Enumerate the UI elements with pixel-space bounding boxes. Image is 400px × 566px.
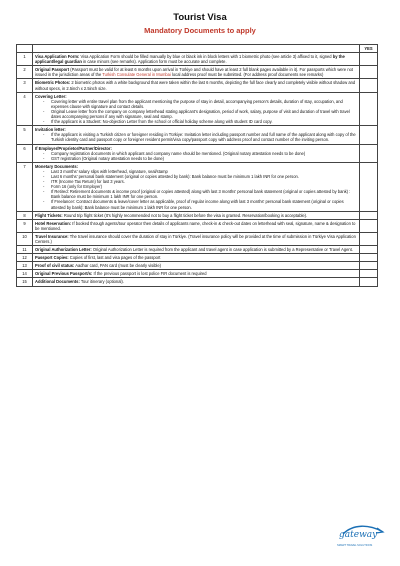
row-label: Visa Application Form: [35, 54, 80, 60]
table-row [17, 79, 378, 92]
table-row [17, 162, 378, 211]
row-label: Original Passport [35, 67, 70, 73]
row-description [33, 53, 360, 66]
row-number: 12 [17, 254, 33, 262]
table-row [17, 92, 378, 126]
yes-checkbox-cell[interactable] [360, 278, 378, 286]
row-number: 7 [17, 162, 33, 211]
yes-checkbox-cell[interactable] [360, 262, 378, 270]
row-description [33, 92, 360, 126]
page-title: Tourist Visa [173, 12, 227, 23]
yes-checkbox-cell[interactable] [360, 126, 378, 144]
table-row [17, 219, 378, 232]
yes-checkbox-cell[interactable] [360, 254, 378, 262]
row-description [33, 262, 360, 270]
table-row [17, 144, 378, 162]
row-label: Travel Insurance: [35, 233, 69, 239]
list-item: - Last 3 months' salary slips with letterhead, signature, seal/stamp [35, 169, 357, 174]
list-item: - Last 6 months' personal bank statement (original or copies attested by bank): Bank balance must be minimum 1 lakh INR for one person. [35, 174, 357, 179]
list-item: - If the applicant is a Student: No-objection Letter from the school or official holiday scheme along with student ID card copy. [35, 119, 357, 124]
row-number: 8 [17, 211, 33, 219]
yes-checkbox-cell[interactable] [360, 162, 378, 211]
table-row [17, 66, 378, 79]
row-number: 4 [17, 92, 33, 126]
invitation-list [35, 132, 357, 142]
row-text: Tour itinerary (optional). [79, 279, 124, 285]
row-label: Passport Copies: [35, 255, 69, 261]
row-description [33, 162, 360, 211]
yes-checkbox-cell[interactable] [360, 211, 378, 219]
row-text: in case minors (see remarks). Application form must be accurate and complete. [81, 59, 227, 65]
list-item: - Company registration documents in which applicant and company name should be mentioned. (Original notary attestation needs to be done) [35, 151, 357, 156]
row-number: 2 [17, 66, 33, 79]
table-row [17, 278, 378, 286]
yes-checkbox-cell[interactable] [360, 53, 378, 66]
header-yes: YES [360, 45, 378, 53]
yes-checkbox-cell[interactable] [360, 270, 378, 278]
row-text: If the previous passport is lost police FIR document is required [92, 271, 207, 277]
list-item: - GST registration (Original notary attestation needs to be done) [35, 156, 357, 161]
logo-tagline: SMART TRAVEL SOLUTIONS [337, 544, 373, 547]
row-label: Additional Documents: [35, 279, 80, 285]
row-label: Monetary Documents: [35, 163, 78, 169]
row-description [33, 211, 360, 219]
yes-checkbox-cell[interactable] [360, 246, 378, 254]
list-item: - Form 16 (only for Employer) [35, 184, 357, 189]
consulate-highlight: Turkish Consulate General in Mumbai [102, 72, 171, 78]
row-label: Invitation letter: [35, 127, 66, 133]
row-text: Aadhar card, PAN card (must be clearly visible) [74, 263, 161, 269]
covering-letter-list [35, 99, 357, 124]
list-item: - If Retired: Retirement documents & income proof (original or copies attested) along with last 3 months' personal bank statement (original or copies attested by bank) : Bank balance must be minimum 1 lakh INR for one person. [35, 189, 357, 199]
row-text: Copies of first, last and visa pages of the passport [68, 255, 161, 261]
yes-checkbox-cell[interactable] [360, 79, 378, 92]
table-row [17, 53, 378, 66]
yes-checkbox-cell[interactable] [360, 232, 378, 245]
row-label: Proof of civil status: [35, 263, 75, 269]
header-num [17, 45, 33, 53]
row-label: Flight Tickets: [35, 212, 63, 218]
row-number: 15 [17, 278, 33, 286]
row-text: The travel insurance should cover the duration of stay in Türkiye. (Travel insurance policy will be provided at the time of submission in Türkiye Visa Application Centers.) [35, 233, 356, 244]
row-text: 2 biometric photos with a white background that were taken within the last 6 months, depicting the full face clearly and completely visible without shadow and without specs, in 2.5inch x 2.5inch size. [35, 80, 356, 91]
header-doc [33, 45, 360, 53]
row-number: 5 [17, 126, 33, 144]
row-label: Original Authorization Letter: [35, 247, 92, 253]
table-row [17, 211, 378, 219]
logo-text: gateway [339, 530, 378, 540]
row-number: 11 [17, 246, 33, 254]
yes-checkbox-cell[interactable] [360, 144, 378, 162]
row-description [33, 270, 360, 278]
list-item: - ITR (Income Tax Return) for last 3 years. [35, 179, 357, 184]
row-number: 9 [17, 219, 33, 232]
table-row [17, 262, 378, 270]
employer-list [35, 151, 357, 161]
list-item: - Original Leave letter from the company on company letterhead stating applicant's designation, period of work, salary, purpose of visit and duration of travel with travel dates accompanying persons if any with signature, seal and stamp. [35, 109, 357, 119]
row-description [33, 79, 360, 92]
row-label: If Employer/Proprietor/Partner/Director: [35, 145, 112, 151]
row-description [33, 66, 360, 79]
row-description [33, 219, 360, 232]
table-row [17, 232, 378, 245]
row-description [33, 278, 360, 286]
list-item: - If Freelancer: Contract documents & leave/cover letter as applicable, proof of regular income along with last 3 months' personal bank statement (original or copies attested by bank): Bank balance must be minimum 1 lakh INR for one person. [35, 199, 357, 209]
row-text: Visa Application Form should be filled manually by blue or black ink in block letters with 1 biometric photo (see article 3) affixed to it, signed [79, 54, 333, 60]
row-number: 1 [17, 53, 33, 66]
row-text: If booked through agents/tour operator then details of applicants name, check-in & check-out dates on letterhead with seal, signature, name & designation to be mentioned. [35, 220, 356, 231]
documents-table [16, 44, 378, 287]
row-number: 10 [17, 232, 33, 245]
row-number: 14 [17, 270, 33, 278]
row-number: 3 [17, 79, 33, 92]
table-row [17, 246, 378, 254]
table-header-row [17, 45, 378, 53]
list-item: - If the applicant is visiting a Turkish citizen or foreigner residing in Türkiye: Invitation letter including passport number and full name of the applicant along with copy of the Turkish identity card and passport copy or foreigner resident permit/visa copy/passport copy with address proof and contact number of the inviting person. [35, 132, 357, 142]
row-text: Original Authorization Letter is required from the applicant and travel agent in case application is submitted by a Representative or Travel Agent. [91, 247, 353, 253]
row-description [33, 232, 360, 245]
list-item: - Covering letter with entire travel plan from the applicant mentioning the purpose of stay in detail, accompanying person's details, duration of stay, occupation, and expenses clause with signature and contact details. [35, 99, 357, 109]
row-description [33, 126, 360, 144]
page-subtitle: Mandatory Documents to apply [144, 26, 256, 35]
row-label: Biometric Photos: [35, 80, 71, 86]
row-text: (Passport must be valid for at least 6 months upon arrival in Türkiye and should have at least 2 full blank pages available in it). For passports which were not issued in the jurisdiction areas of the [35, 67, 354, 78]
row-number: 6 [17, 144, 33, 162]
row-label: Covering Letter: [35, 93, 67, 99]
yes-checkbox-cell[interactable] [360, 92, 378, 126]
table-row [17, 126, 378, 144]
row-description [33, 246, 360, 254]
table-row [17, 270, 378, 278]
table-row [17, 254, 378, 262]
monetary-list [35, 169, 357, 210]
yes-checkbox-cell[interactable] [360, 66, 378, 79]
row-label: Hotel Reservation: [35, 220, 72, 226]
row-description [33, 144, 360, 162]
yes-checkbox-cell[interactable] [360, 219, 378, 232]
row-label: Original Previous Passport/s: [35, 271, 93, 277]
row-text-bold: by the applicant/legal guardian [35, 54, 345, 65]
row-text: Round trip flight ticket (It's highly recommended not to buy a flight ticket before the visa is granted. Reservation/booking is acceptable). [62, 212, 308, 218]
row-number: 13 [17, 262, 33, 270]
row-description [33, 254, 360, 262]
row-text: local address proof must be submitted. (For address proof documents see remarks) [170, 72, 324, 78]
